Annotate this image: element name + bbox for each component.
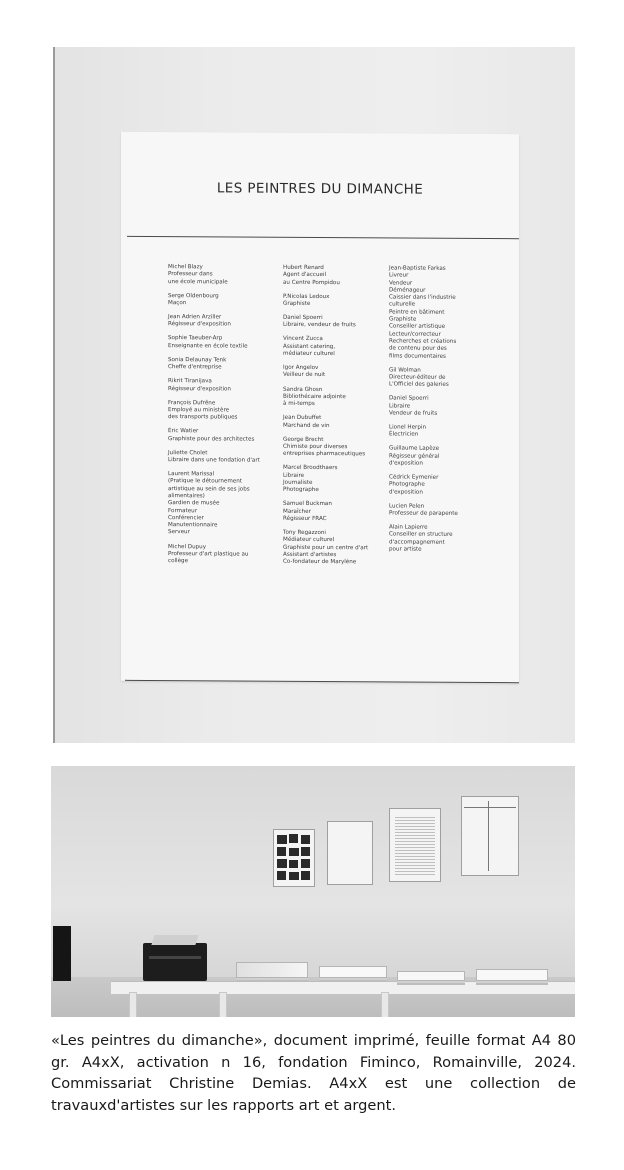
- entry-artist-name: Serge Oldenbourg: [168, 292, 219, 300]
- entry-artist-name: Michel Blazy: [168, 264, 203, 271]
- poster-entry: [283, 336, 395, 359]
- poster-column-2: [283, 265, 395, 574]
- entry-job: Professeur dans: [168, 271, 213, 278]
- entry-artist-name: Alain Lapierre: [389, 524, 428, 531]
- entry-job: Journaliste: [283, 479, 313, 486]
- entry-artist-name: Laurent Marissal: [168, 471, 215, 478]
- poster-entry: [283, 265, 395, 288]
- poster-entry: [168, 336, 280, 351]
- entry-artist-name: Igor Angelov: [283, 364, 319, 372]
- entry-job: Régisseur d'exposition: [168, 385, 231, 393]
- wall-edge: [53, 47, 55, 743]
- entry-job: Conseiller en structure: [389, 531, 453, 539]
- poster-entry: [283, 415, 395, 430]
- poster-photo: [53, 47, 575, 743]
- poster-entry: [168, 400, 280, 423]
- entry-job: Chimiste pour diverses: [283, 443, 348, 451]
- poster-entry: [389, 265, 507, 361]
- entry-job: Formateur: [168, 507, 197, 514]
- entry-job: d'exposition: [389, 460, 423, 467]
- entry-artist-name: Samuel Buckman: [283, 501, 332, 508]
- poster-entry: [168, 471, 280, 537]
- entry-job: (Pratique le détournement: [168, 478, 242, 485]
- entry-job: Graphiste pour un centre d'art: [283, 544, 369, 551]
- entry-job: Régisseur général: [389, 453, 440, 460]
- entry-artist-name: Daniel Spoerri: [283, 314, 323, 322]
- entry-artist-name: Sandra Ghosn: [283, 386, 323, 393]
- entry-job: Déménageur: [389, 287, 426, 294]
- poster-entry: [168, 293, 280, 308]
- poster-entry: [389, 396, 507, 419]
- entry-job: alimentaires): [168, 493, 205, 500]
- poster-entry: [389, 367, 507, 390]
- poster-title: LES PEINTRES DU DIMANCHE: [216, 180, 424, 198]
- poster-entry: [389, 446, 507, 469]
- entry-artist-name: Michel Dupuy: [168, 543, 207, 550]
- entry-job: Livreur: [389, 272, 409, 279]
- poster-entry: [168, 544, 280, 567]
- paper-stack: [319, 966, 387, 978]
- entry-job: Graphiste pour des architectes: [168, 435, 255, 443]
- poster-entry: [283, 386, 395, 409]
- poster-entry: [389, 424, 507, 439]
- entry-artist-name: Marcel Broodthaers: [283, 465, 338, 472]
- installation-photo: [51, 766, 575, 1017]
- entry-job: L'Officiel des galeries: [389, 381, 449, 389]
- entry-job: Libraire, vendeur de fruits: [283, 322, 356, 329]
- poster-entry: [168, 378, 280, 393]
- printer: [143, 943, 207, 981]
- entry-job: Enseignante en école textile: [168, 342, 248, 350]
- entry-artist-name: Daniel Spoerri: [389, 395, 429, 403]
- entry-job: à mi-temps: [283, 400, 315, 408]
- poster-entry: [168, 450, 280, 465]
- entry-job: films documentaires: [389, 352, 446, 360]
- entry-job: Graphiste: [389, 316, 417, 323]
- paper-stack: [476, 969, 548, 981]
- poster-entry: [283, 293, 395, 308]
- entry-job: Serveur: [168, 529, 190, 536]
- entry-job: d'accompagnement: [389, 539, 445, 546]
- entry-artist-name: Gil Wolman: [389, 367, 421, 374]
- entry-artist-name: Éric Watier: [168, 428, 199, 435]
- entry-artist-name: Hubert Renard: [283, 264, 324, 272]
- entry-artist-name: Jean Dubuffet: [283, 415, 322, 422]
- entry-job: Graphiste: [283, 300, 311, 307]
- entry-artist-name: Juliette Cholet: [168, 449, 208, 457]
- table-leg: [129, 992, 137, 1017]
- entry-job: Libraire dans une fondation d'art: [168, 457, 260, 464]
- entry-artist-name: Sophie Taeuber-Arp: [168, 335, 223, 342]
- entry-job: Maçon: [168, 300, 187, 307]
- wall-work-image-grid: [273, 829, 315, 887]
- paper-stack: [397, 971, 465, 981]
- paper-stack: [236, 962, 308, 978]
- entry-job: Professeur d'art plastique au: [168, 550, 249, 558]
- wall-work-blank-sheet: [327, 821, 373, 885]
- poster-entry: [168, 428, 280, 443]
- entry-job: Vendeur de fruits: [389, 410, 438, 417]
- entry-artist-name: Tony Regazzoni: [283, 529, 326, 537]
- entry-job: Bibliothécaire adjointe: [283, 393, 346, 401]
- dark-post: [53, 926, 71, 981]
- entry-job: Conseiller artistique: [389, 323, 446, 331]
- entry-job: Électricien: [389, 431, 419, 438]
- entry-job: Assistant catering,: [283, 343, 336, 350]
- entry-artist-name: P.Nicolas Ledoux: [283, 293, 330, 300]
- poster-entry: [168, 314, 280, 329]
- entry-job: Vendeur: [389, 280, 413, 287]
- display-table: [111, 981, 575, 994]
- poster-entry: [168, 357, 280, 372]
- entry-job: culturelle: [389, 301, 416, 309]
- entry-job: Caissier dans l'industrie: [389, 294, 456, 302]
- entry-job: une école municipale: [168, 278, 228, 286]
- wall-work-text-sheet: [389, 808, 441, 882]
- poster-bottom-rule: [125, 680, 519, 683]
- entry-job: collège: [168, 558, 189, 565]
- poster-entry: [168, 264, 280, 287]
- entry-artist-name: Vincent Zucca: [283, 336, 323, 343]
- entry-job: artistique au sein de ses jobs: [168, 485, 250, 493]
- poster-entry: [389, 503, 507, 518]
- entry-job: Libraire: [283, 472, 305, 479]
- entry-job: des transports publiques: [168, 414, 238, 421]
- entry-job: au Centre Pompidou: [283, 279, 340, 286]
- entry-job: médiateur culturel: [283, 350, 335, 358]
- poster-entry: [283, 501, 395, 524]
- poster-entry: [283, 365, 395, 380]
- figure-caption: «Les peintres du dimanche», document imprimé, feuille format A4 80 gr. A4xX, activation n 16, fondation Fiminco, Romainville, 2024. Commissariat Christine Demias. A4xX est une collection de travauxd'artistes sur les rapports art et argent.: [51, 1032, 576, 1114]
- entry-artist-name: Rikrit Tiranijava: [168, 378, 212, 385]
- poster-entry: [389, 475, 507, 498]
- entry-artist-name: Lionel Herpin: [389, 424, 427, 431]
- entry-artist-name: Guillaume Lapèze: [389, 445, 440, 453]
- entry-job: Gardien de musée: [168, 500, 220, 507]
- poster-entry: [283, 530, 395, 567]
- entry-artist-name: Jean Adrien Arziller: [168, 314, 222, 321]
- entry-job: Professeur de parapente: [389, 510, 458, 517]
- entry-job: Agent d'accueil: [283, 272, 327, 279]
- entry-job: Veilleur de nuit: [283, 372, 326, 379]
- entry-job: Employé au ministère: [168, 407, 230, 414]
- poster-entry: [283, 315, 395, 330]
- entry-artist-name: Sonia Delaunay Tenk: [168, 356, 227, 364]
- poster-entry: [283, 436, 395, 459]
- entry-job: Conférencier: [168, 514, 204, 522]
- table-leg: [219, 992, 227, 1017]
- entry-job: Photographe: [389, 481, 425, 489]
- entry-job: Manutentionnaire: [168, 522, 218, 529]
- poster-sheet: [121, 132, 519, 683]
- entry-artist-name: Jean-Baptiste Farkas: [389, 265, 446, 272]
- wall-work-two-column-sheet: [461, 796, 519, 876]
- poster-column-3: [389, 265, 507, 561]
- entry-artist-name: François Dufrêne: [168, 399, 216, 407]
- entry-job: Assistant d'artistes: [283, 551, 337, 558]
- entry-job: Co-fondateur de Marylène: [283, 558, 357, 566]
- entry-artist-name: Lucien Pelen: [389, 503, 425, 510]
- entry-job: Recherches et créations: [389, 338, 457, 345]
- poster-entry: [283, 465, 395, 495]
- entry-job: Directeur-éditeur de: [389, 374, 446, 381]
- entry-job: Marchand de vin: [283, 422, 330, 429]
- poster-title-rule: [127, 236, 519, 239]
- entry-job: Régisseur FRAC: [283, 515, 327, 522]
- entry-job: Lecteur/correcteur: [389, 331, 441, 338]
- entry-artist-name: George Brecht: [283, 436, 324, 443]
- entry-job: entreprises pharmaceutiques: [283, 450, 366, 458]
- entry-job: de contenu pour des: [389, 345, 447, 353]
- poster-column-1: [168, 264, 280, 573]
- entry-job: Photographe: [283, 486, 319, 494]
- entry-job: Libraire: [389, 403, 411, 410]
- entry-job: Cheffe d'entreprise: [168, 364, 222, 371]
- entry-artist-name: Cédrick Eymenier: [389, 474, 439, 481]
- entry-job: Régisseur d'exposition: [168, 321, 231, 328]
- entry-job: Médiateur culturel: [283, 537, 335, 544]
- poster-entry: [389, 525, 507, 555]
- entry-job: d'exposition: [389, 489, 423, 496]
- entry-job: Peintre en bâtiment: [389, 309, 445, 316]
- entry-job: pour artiste: [389, 546, 422, 553]
- entry-job: Maraîcher: [283, 508, 311, 515]
- table-leg: [381, 992, 389, 1017]
